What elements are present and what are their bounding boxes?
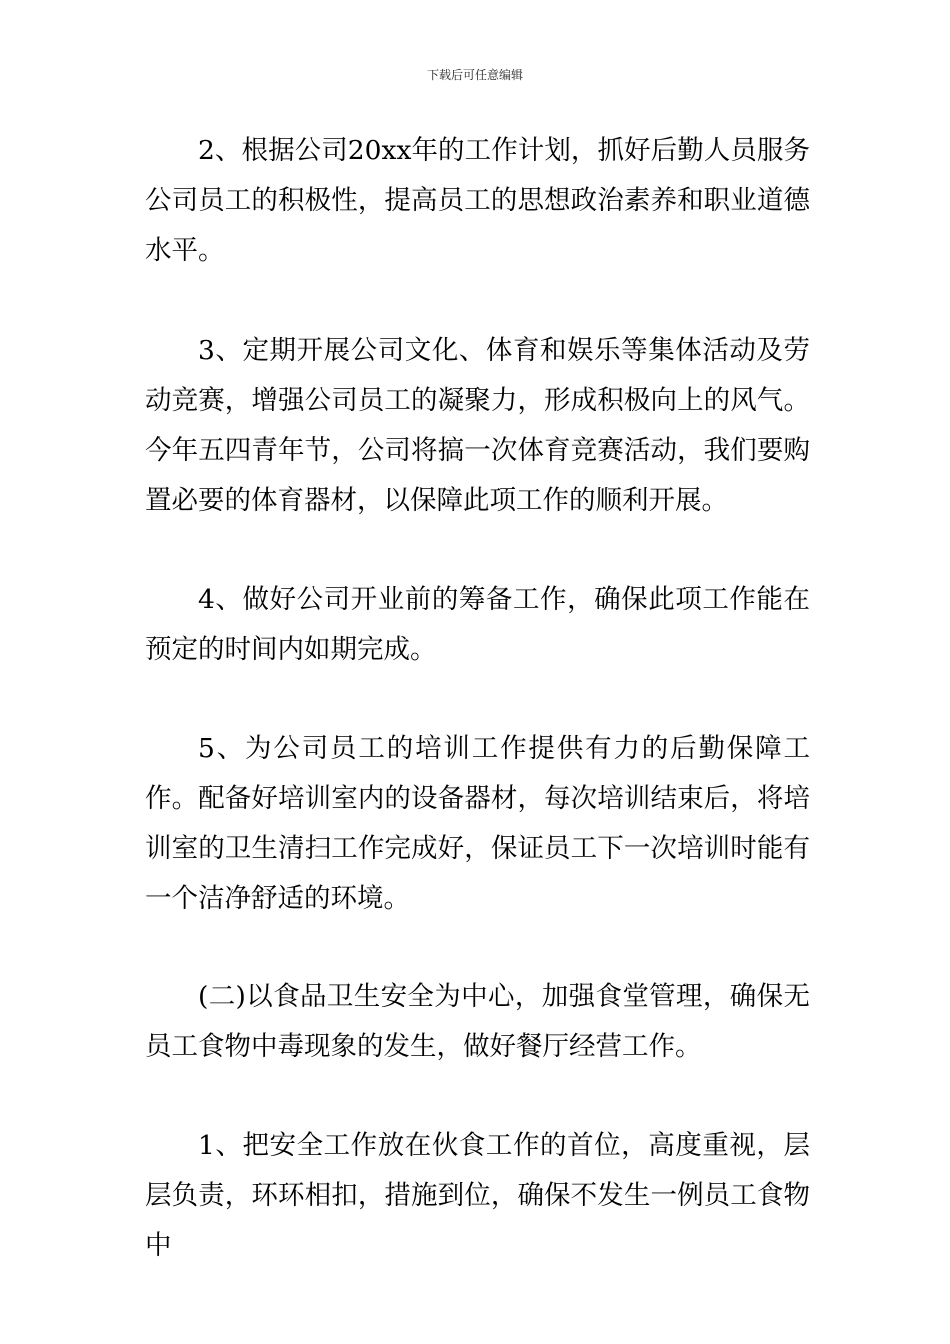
section-heading-2: (二)以食品卫生安全为中心，加强食堂管理，确保无员工食物中毒现象的发生，做好餐厅经营工作。 <box>145 981 810 1062</box>
paragraph-item-3: 3、定期开展公司文化、体育和娱乐等集体活动及劳动竞赛，增强公司员工的凝聚力，形成积极向上的风气。今年五四青年节，公司将搞一次体育竞赛活动，我们要购置必要的体育器材，以保障此项工作的顺利开展。 <box>145 335 810 516</box>
paragraph-item-5: 5、为公司员工的培训工作提供有力的后勤保障工作。配备好培训室内的设备器材，每次培训结束后，将培训室的卫生清扫工作完成好，保证员工下一次培训时能有一个洁净舒适的环境。 <box>145 733 810 914</box>
paragraph-item-4: 4、做好公司开业前的筹备工作，确保此项工作能在预定的时间内如期完成。 <box>145 584 810 665</box>
paragraph-item-1: 1、把安全工作放在伙食工作的首位，高度重视，层层负责，环环相扣，措施到位，确保不发生一例员工食物中 <box>145 1130 810 1261</box>
paragraph-item-2: 2、根据公司20xx年的工作计划，抓好后勤人员服务公司员工的积极性，提高员工的思想政治素养和职业道德水平。 <box>145 135 810 266</box>
header-note: 下载后可任意编辑 <box>426 68 523 82</box>
